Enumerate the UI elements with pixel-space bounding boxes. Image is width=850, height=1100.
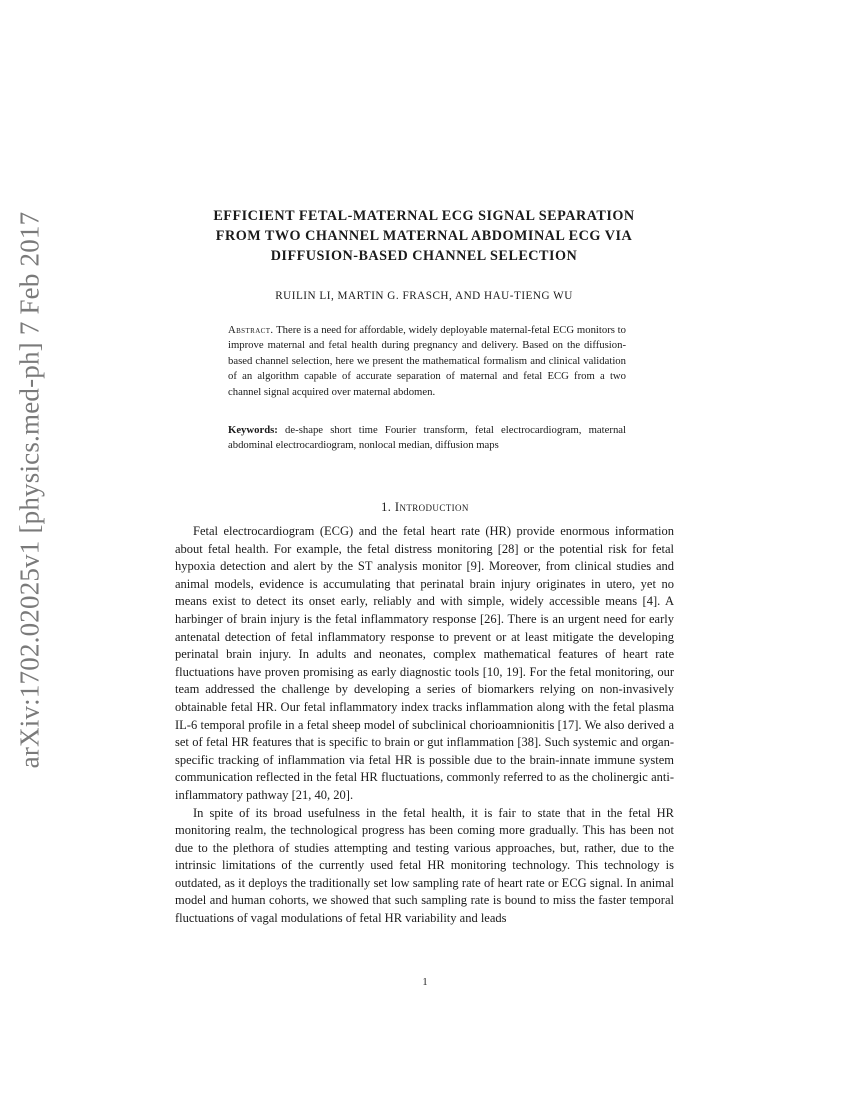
title-line-3: DIFFUSION-BASED CHANNEL SELECTION	[270, 248, 578, 264]
abstract	[228, 323, 626, 400]
body-paragraph: Fetal electrocardiogram (ECG) and the fetal heart rate (HR) provide enormous information about fetal health. For example, the fetal distress monitoring [28] or the potential risk for fetal hypoxia detection and alert by the ST analysis monitor [9]. Moreover, from clinical studies and animal models, evidence is accumulating that perinatal brain injury originates in utero, yet no means exist to detect its onset early, reliably and with simple, widely accessible means [4]. A harbinger of brain injury is the fetal inflammatory response [26]. There is an urgent need for early antenatal detection of fetal inflammatory response to prevent or at least mitigate the developing perinatal brain injury. In adults and neonates, complex mathematical features of heart rate fluctuations have proven promising as early diagnostic tools [10, 19]. For the fetal monitoring, our team addressed the challenge by developing a series of biomarkers relying on non-invasively obtainable fetal HR. Our fetal inflammatory index tracks inflammation along with the fetal plasma IL-6 temporal profile in a fetal sheep model of subclinical chorioamnionitis [17]. We also derived a set of fetal HR features that is specific to brain or gut inflammation [38]. Such systemic and organ-specific tracking of inflammation via fetal HR is possible due to the brain-innate immune system communication reflected in the fetal HR fluctuations, commonly referred to as the cholinergic anti-inflammatory pathway [21, 40, 20].	[175, 524, 674, 802]
title-line-2: FROM TWO CHANNEL MATERNAL ABDOMINAL ECG VIA	[215, 228, 633, 244]
keywords-label: Keywords:	[228, 424, 278, 436]
title-line-1: EFFICIENT FETAL-MATERNAL ECG SIGNAL SEPARATION	[213, 208, 635, 224]
keywords-text: de-shape short time Fourier transform, fetal electrocardiogram, maternal abdominal electrocardiogram, nonlocal median, diffusion maps	[228, 424, 627, 452]
section-heading-introduction	[175, 500, 675, 515]
paper-title	[160, 206, 688, 266]
introduction-body	[175, 523, 674, 928]
body-paragraph: In spite of its broad usefulness in the fetal health, it is fair to state that in the fetal HR monitoring realm, the technological progress has been coming more gradually. This has been not due to the plethora of studies attempting and testing various approaches, but, rather, due to the intrinsic limitations of the currently used fetal HR monitoring technology. This technology is outdated, as it deploys the traditionally set low sampling rate of heart rate or ECG signal. In animal model and human cohorts, we showed that such sampling rate is bound to miss the faster temporal fluctuations of vagal modulations of fetal HR variability and leads	[175, 805, 674, 926]
section-number: 1.	[381, 500, 392, 514]
arxiv-identifier-stamp	[4, 211, 56, 769]
keywords	[228, 423, 626, 454]
page-number: 1	[422, 977, 428, 988]
author-list: RUILIN LI, MARTIN G. FRASCH, AND HAU-TIENG WU	[275, 290, 573, 302]
abstract-label: Abstract.	[228, 324, 274, 336]
arxiv-identifier-text: arXiv:1702.02025v1 [physics.med-ph] 7 Feb 2017	[14, 211, 45, 769]
abstract-text: There is a need for affordable, widely deployable maternal-fetal ECG monitors to improve maternal and fetal health during pregnancy and delivery. Based on the diffusion-based channel selection, here we present the mathematical formalism and clinical validation of an algorithm capable of accurate separation of maternal and fetal ECG from a two channel signal acquired over maternal abdomen.	[228, 324, 626, 398]
section-title: Introduction	[394, 500, 469, 514]
